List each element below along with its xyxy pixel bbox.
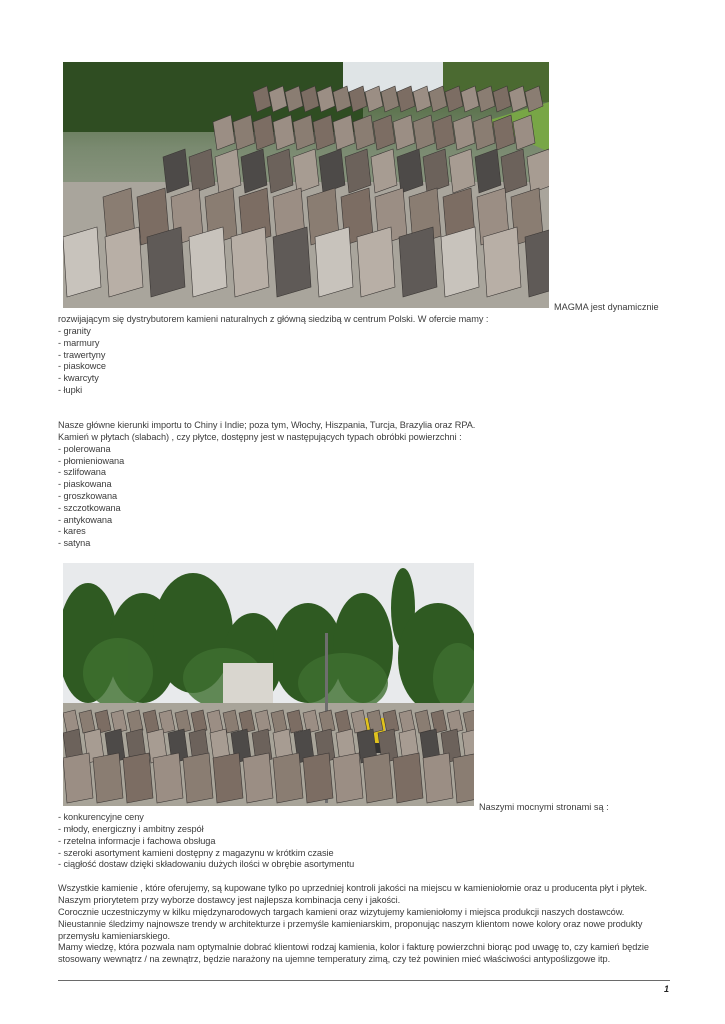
stone-slab-shape — [303, 753, 333, 803]
stone-slab-shape — [483, 227, 521, 297]
intro-line: rozwijającym się dystrybutorem kamieni naturalnych z główną siedzibą w centrum Polski. W ofercie mamy : — [58, 314, 489, 324]
stone-slab-shape — [93, 753, 123, 803]
stone-slabs-yard-photo — [63, 62, 549, 308]
finish-item: - kares — [58, 526, 86, 536]
stone-slab-shape — [63, 227, 101, 297]
stone-slab-shape — [213, 753, 243, 803]
stone-slab-shape — [105, 227, 143, 297]
stone-slab-shape — [215, 149, 241, 193]
intro-lead-text: MAGMA jest dynamicznie — [554, 302, 659, 312]
stone-item: - granity — [58, 326, 91, 336]
stone-slab-shape — [393, 753, 423, 803]
stone-slab-shape — [273, 753, 303, 803]
footer-rule — [58, 980, 670, 981]
stone-slab-shape — [449, 149, 475, 193]
stone-slab-shape — [423, 149, 449, 193]
strength-item: - rzetelna informacje i fachowa obsługa — [58, 836, 216, 846]
finish-item: - płomieniowana — [58, 456, 125, 466]
stone-slab-shape — [273, 227, 311, 297]
stone-slab-shape — [501, 149, 527, 193]
finish-item: - szczotkowana — [58, 503, 121, 513]
closing-line: Nieustannie śledzimy najnowsze trendy w architekturze i przemyśle kamieniarskim, proponując naszym klientom nowe kolory oraz nowe produkty — [58, 919, 643, 929]
stone-slab-shape — [241, 149, 267, 193]
stone-slab-shape — [345, 149, 371, 193]
stone-item: - piaskowce — [58, 361, 106, 371]
stone-slab-shape — [147, 227, 185, 297]
stone-slab-shape — [183, 753, 213, 803]
stone-slab-shape — [267, 149, 293, 193]
stone-item: - łupki — [58, 385, 83, 395]
stone-slab-shape — [423, 753, 453, 803]
stone-slab-shape — [319, 149, 345, 193]
finish-item: - piaskowana — [58, 479, 112, 489]
stone-slab-shape — [315, 227, 353, 297]
page-number: 1 — [664, 984, 670, 994]
stone-slab-shape — [123, 753, 153, 803]
closing-line: stosowany wewnątrz / na zewnątrz, będzie narażony na ujemne temperatury zimą, czy też powinien mieć właściwości antypoślizgowe itp. — [58, 954, 611, 964]
stone-slab-shape — [525, 227, 549, 297]
stone-item: - marmury — [58, 338, 100, 348]
stone-slab-shape — [231, 227, 269, 297]
stone-slab-shape — [475, 149, 501, 193]
closing-line: przemysłu kamieniarskiego. — [58, 931, 171, 941]
import-line-1: Nasze główne kierunki importu to Chiny i Indie; poza tym, Włochy, Hiszpania, Turcja, Brazylia oraz RPA. — [58, 420, 476, 430]
stone-slab-shape — [333, 753, 363, 803]
import-line-2: Kamień w płytach (slabach) , czy płytce, dostępny jest w następujących typach obróbki powierzchni : — [58, 432, 462, 442]
stone-slab-shape — [371, 149, 397, 193]
stone-slab-shape — [243, 753, 273, 803]
stone-yard-trees-forklift-photo — [63, 563, 474, 806]
stone-slab-shape — [189, 227, 227, 297]
finish-item: - polerowana — [58, 444, 111, 454]
strengths-lead-text: Naszymi mocnymi stronami są : — [479, 802, 609, 812]
stone-item: - kwarcyty — [58, 373, 99, 383]
closing-line: Corocznie uczestniczymy w kilku międzynarodowych targach kamieni oraz wizytujemy kamieniołomy i miejsca produkcji naszych dostawców. — [58, 907, 625, 917]
stone-slab-shape — [357, 227, 395, 297]
closing-line: Mamy wiedzę, która pozwala nam optymalnie dobrać klientowi rodzaj kamienia, kolor i fakturę powierzchni biorąc pod uwagę to, czy kamień będzie — [58, 942, 649, 952]
finish-item: - groszkowana — [58, 491, 118, 501]
stone-slab-shape — [441, 227, 479, 297]
strength-item: - szeroki asortyment kamieni dostępny z magazynu w krótkim czasie — [58, 848, 334, 858]
stone-slab-shape — [63, 753, 93, 803]
stone-slab-shape — [153, 753, 183, 803]
strength-item: - konkurencyjne ceny — [58, 812, 144, 822]
stone-slab-shape — [363, 753, 393, 803]
stone-slab-shape — [399, 227, 437, 297]
finish-item: - szlifowana — [58, 467, 106, 477]
strength-item: - młody, energiczny i ambitny zespół — [58, 824, 204, 834]
finish-item: - antykowana — [58, 515, 113, 525]
stone-slab-shape — [293, 149, 319, 193]
finish-item: - satyna — [58, 538, 91, 548]
closing-line: Wszystkie kamienie , które oferujemy, są kupowane tylko po uprzedniej kontroli jakości na miejscu w kamieniołomie oraz u producenta płyt i płytek. — [58, 883, 647, 893]
closing-line: Naszym priorytetem przy wyborze dostawcy jest najlepsza kombinacja ceny i jakości. — [58, 895, 401, 905]
stone-slab-shape — [527, 149, 549, 193]
stone-slab-shape — [189, 149, 215, 193]
strength-item: - ciągłość dostaw dzięki składowaniu dużych ilości w obrębie asortymentu — [58, 859, 355, 869]
stone-item: - trawertyny — [58, 350, 106, 360]
stone-slab-shape — [163, 149, 189, 193]
stone-slab-shape — [453, 753, 474, 803]
stone-slab-shape — [397, 149, 423, 193]
